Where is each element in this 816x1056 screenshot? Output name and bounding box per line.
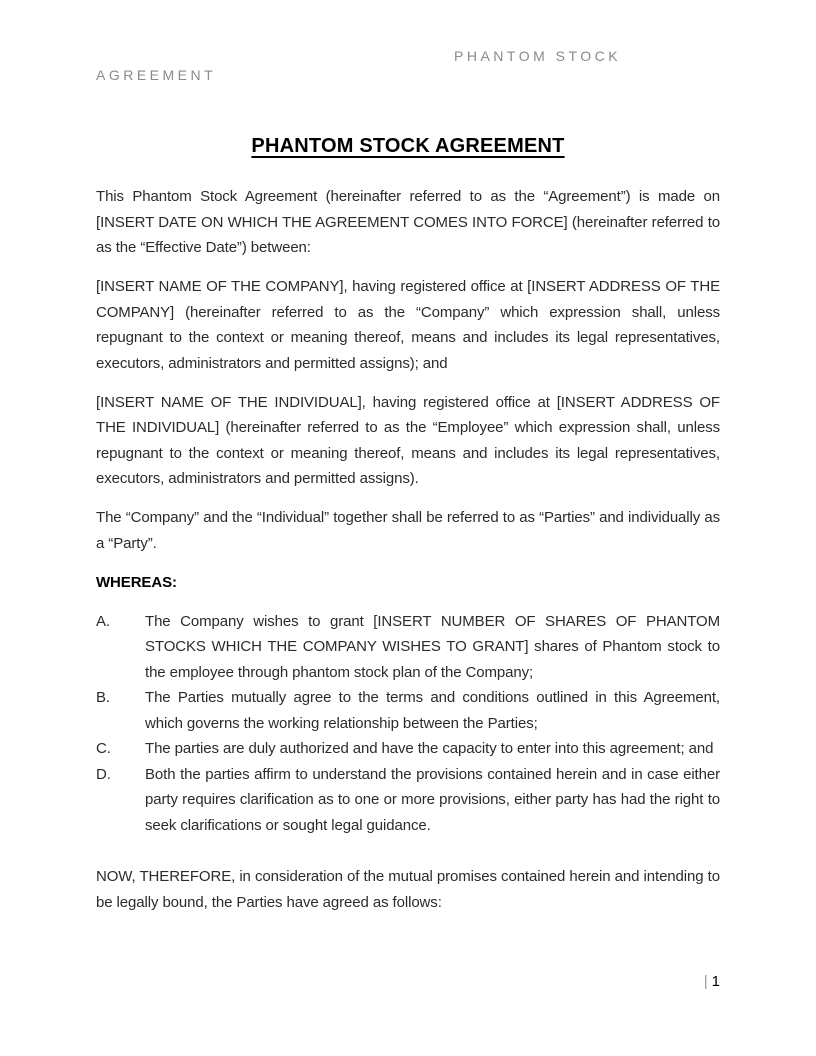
recital-item (96, 685, 720, 736)
page-number: 1 (711, 973, 720, 990)
recital-text: Both the parties affirm to understand the provisions contained herein and in case either party requires clarification as to one or more provisions, either party has had the right to seek clarifications or sought legal guidance. (145, 765, 720, 834)
paragraph-individual: [INSERT NAME OF THE INDIVIDUAL], having registered office at [INSERT ADDRESS OF THE INDIVIDUAL] (hereinafter referred to as the “Employee” which expression shall, unless repugnant to the context or meaning thereof, means and includes its legal representatives, executors, administrators and permitted assigns). (96, 393, 720, 487)
recital-label: C. (96, 740, 111, 757)
recital-text: The parties are duly authorized and have the capacity to enter into this agreement; and (145, 740, 714, 757)
recital-item (96, 762, 720, 839)
paragraph-parties: The “Company” and the “Individual” together shall be referred to as “Parties” and individually as a “Party”. (96, 509, 720, 552)
paragraph-company: [INSERT NAME OF THE COMPANY], having registered office at [INSERT ADDRESS OF THE COMPANY] (hereinafter referred to as the “Company” which expression shall, unless repugnant to the context or meaning thereof, means and includes its legal representatives, executors, administrators and permitted assigns); and (96, 278, 720, 372)
document-title (96, 134, 720, 158)
paragraph-intro: This Phantom Stock Agreement (hereinafter referred to as the “Agreement”) is made on [INSERT DATE ON WHICH THE AGREEMENT COMES INTO FORCE] (hereinafter referred to as the “Effective Date”) between: (96, 188, 720, 256)
header-line-2: AGREEMENT (96, 66, 217, 83)
recital-label: A. (96, 612, 110, 630)
document-body (96, 0, 720, 915)
recital-text: The Company wishes to grant [INSERT NUMBER OF SHARES OF PHANTOM STOCKS WHICH THE COMPANY WISHES TO GRANT] shares of Phantom stock to the employee through phantom stock plan of the Company; (145, 612, 720, 681)
page-footer (96, 969, 720, 995)
closing-paragraph: NOW, THEREFORE, in consideration of the mutual promises contained herein and intending to be legally bound, the Parties have agreed as follows: (96, 868, 720, 911)
recitals-list (96, 609, 720, 839)
recital-item (96, 736, 720, 762)
recital-label: D. (96, 765, 111, 783)
recital-label: B. (96, 689, 110, 706)
recital-item (96, 609, 720, 686)
footer-separator: | (703, 973, 708, 990)
document-title-text: PHANTOM STOCK AGREEMENT (251, 135, 565, 157)
whereas-heading: WHEREAS: (96, 573, 177, 591)
recital-text: The Parties mutually agree to the terms and conditions outlined in this Agreement, which governs the working relationship between the Parties; (145, 689, 720, 732)
header-line-1: PHANTOM STOCK (454, 48, 622, 64)
